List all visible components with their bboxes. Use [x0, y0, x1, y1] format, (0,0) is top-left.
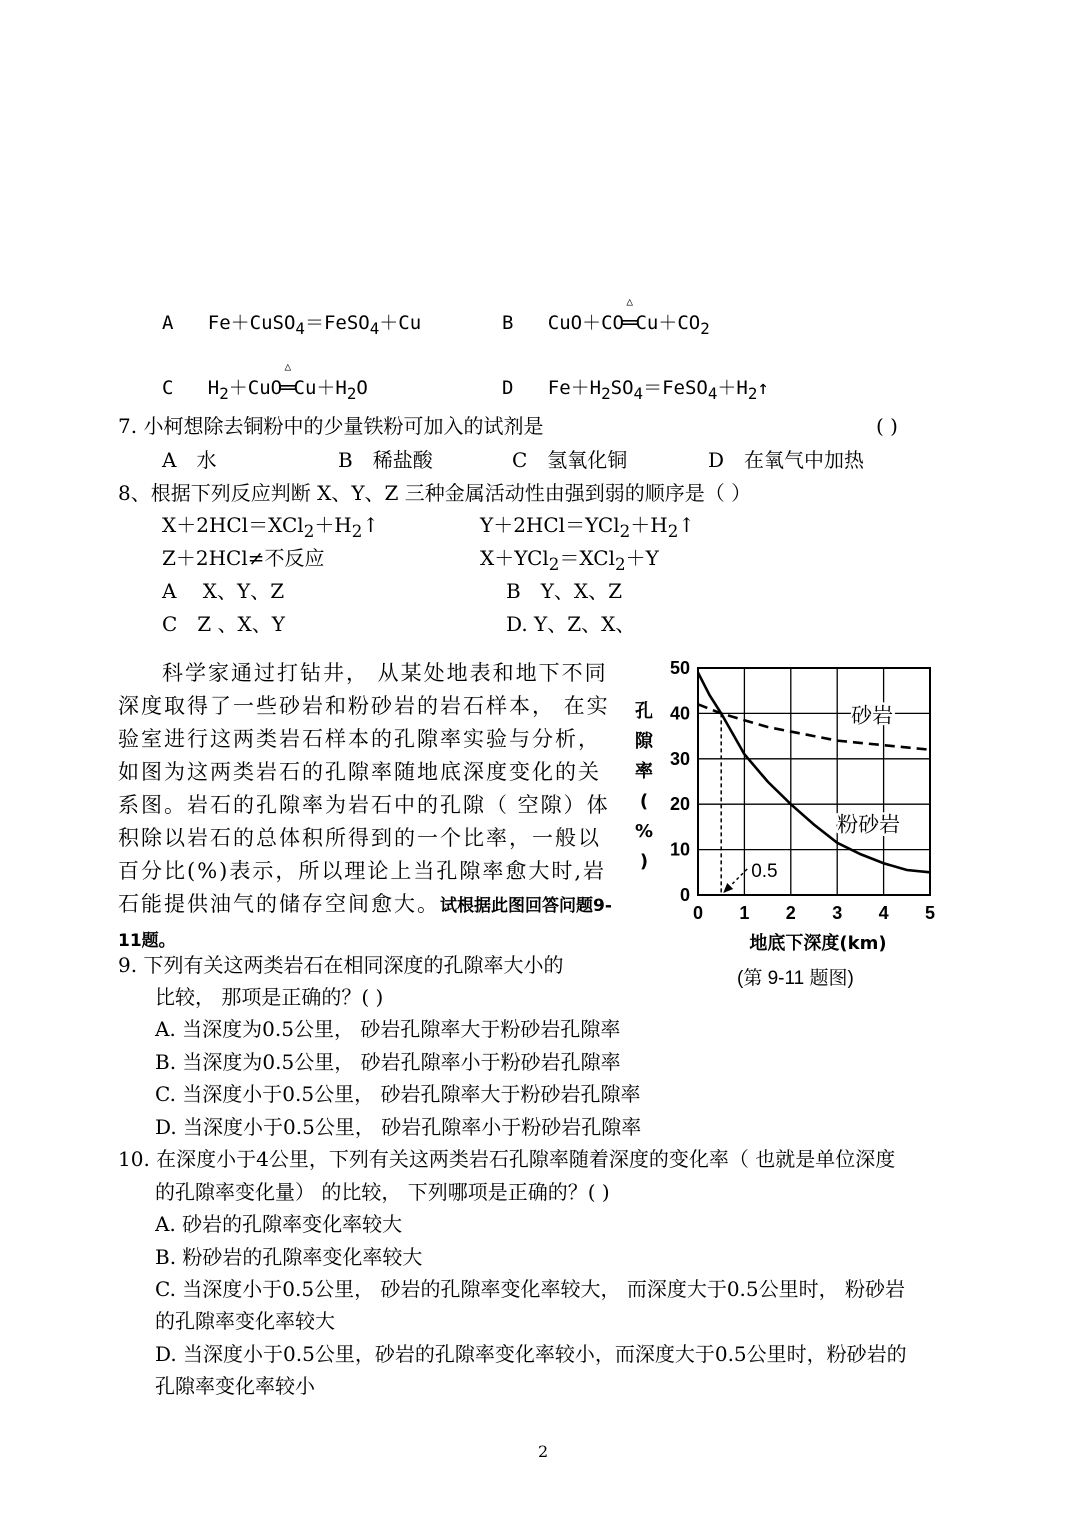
q10-option-b: B. 粉砂岩的孔隙率变化率较大: [155, 1245, 423, 1269]
q7-answer-paren: ( ): [876, 414, 898, 438]
series-line-sandstone: [698, 704, 930, 749]
y-tick-label: 20: [669, 794, 690, 815]
series-label-siltstone: 粉砂岩: [837, 812, 901, 837]
chart-series: [698, 673, 930, 895]
x-tick-label: 3: [832, 903, 843, 923]
q7-option-d: D 在氧气中加热: [708, 448, 865, 472]
q6-option-b: B CuO＋CO △ $═Cu+CO_2$: [502, 295, 710, 338]
y-axis-label: 孔隙率( % ): [634, 701, 654, 872]
x-tick-label: 4: [878, 903, 889, 923]
q9-option-b: B. 当深度为0.5公里， 砂岩孔隙率小于粉砂岩孔隙率: [155, 1050, 621, 1074]
q9-stem-line2: 比较， 那项是正确的？( ): [155, 985, 384, 1009]
heating-condition: △ ═: [621, 295, 638, 334]
passage-text: 科学家通过打钻井， 从某处地表和地下不同深度取得了一些砂岩和粉砂岩的岩石样本， 在实验室进行这两类岩石样本的孔隙率实验与分析， 如图为这两类岩石的孔隙率随地底深度变化的关系图。岩石的孔隙率为岩石中的孔隙（ 空隙）体积除以岩石的总体积所得到的一个比率，一般以百分比(%)表示，所以理论上当孔隙率愈大时,岩石能提供油气的储存空间愈大。: [118, 661, 610, 916]
porosity-depth-chart: [630, 655, 950, 960]
q7-option-c: C 氢氧化铜: [512, 448, 628, 472]
x-tick-label: 1: [739, 903, 750, 923]
passage: [118, 657, 618, 958]
q9-option-a: A. 当深度为0.5公里， 砂岩孔隙率大于粉砂岩孔隙率: [155, 1017, 621, 1041]
x-tick-label: 0: [692, 903, 704, 923]
q9-option-d: D. 当深度小于0.5公里， 砂岩孔隙率小于粉砂岩孔隙率: [155, 1115, 642, 1139]
q8-option-a: A X、Y、Z: [162, 579, 285, 603]
q10-stem-line2: 的孔隙率变化量） 的比较， 下列哪项是正确的？( ): [155, 1180, 610, 1204]
q6-option-d: D $Fe+H_2SO_4=FeSO_4+H_2↑$: [502, 377, 769, 403]
y-tick-label: 10: [669, 839, 690, 860]
q10-stem-line1: 10. 在深度小于4公里，下列有关这两类岩石孔隙率随着深度的变化率（ 也就是单位深度: [118, 1147, 896, 1171]
y-tick-label: 0: [679, 885, 690, 905]
page-number: 2: [538, 1442, 549, 1461]
chart-labels: [635, 700, 900, 954]
y-tick-label: 40: [669, 703, 690, 724]
q8-option-b: B Y、X、Z: [506, 579, 623, 603]
q10-option-c: C. 当深度小于0.5公里， 砂岩的孔隙率变化率较大， 而深度大于0.5公里时， 粉砂岩: [155, 1277, 905, 1301]
q7-option-a: A 水: [162, 448, 217, 472]
x-axis-label: 地底下深度(km): [749, 933, 887, 954]
q8-reaction-2: $Y+2HCl=YCl_2+H_2↑$: [480, 513, 696, 541]
q10-option-d: D. 当深度小于0.5公里，砂岩的孔隙率变化率较小，而深度大于0.5公里时，粉砂岩的: [155, 1342, 907, 1366]
series-line-siltstone: [698, 673, 930, 873]
series-label-sandstone: 砂岩: [851, 703, 894, 728]
plot-frame: [698, 668, 930, 895]
q10-option-a: A. 砂岩的孔隙率变化率较大: [155, 1212, 403, 1236]
q9-stem-line1: 9. 下列有关这两类岩石在相同深度的孔隙率大小的: [118, 953, 564, 977]
y-tick-label: 50: [669, 658, 690, 678]
q8-reaction-4: X＋YCl$_2$＝XCl$_2$＋Y: [480, 546, 659, 574]
q6-option-c: C $H_2+CuO$ △ $═Cu+H_2O$: [162, 360, 368, 403]
chart-axes: [698, 668, 930, 895]
y-tick-label: 30: [669, 748, 690, 769]
x-tick-label: 2: [785, 903, 796, 923]
q7-stem: 7. 小柯想除去铜粉中的少量铁粉可加入的试剂是: [118, 414, 544, 438]
q10-option-c-cont: 的孔隙率变化率较大: [155, 1309, 335, 1333]
chart-grid: [698, 668, 930, 895]
q7-option-b: B 稀盐酸: [338, 448, 433, 472]
passage-instruction: 试根据此图回答问题9-11题。: [118, 896, 612, 951]
q8-option-c: C Z 、X、Y: [162, 612, 285, 636]
heating-condition: △ ═: [279, 360, 296, 399]
annotation-arrow-head: [723, 883, 733, 893]
figure-caption: (第 9-11 题图): [737, 968, 854, 989]
q8-reaction-3: Z＋2HCl≠不反应: [162, 546, 325, 570]
x-tick-label: 5: [924, 903, 936, 923]
q8-reaction-1: $X+2HCl=XCl_2+H_2↑$: [162, 513, 380, 541]
q9-option-c: C. 当深度小于0.5公里， 砂岩孔隙率大于粉砂岩孔隙率: [155, 1082, 641, 1106]
q10-option-d-cont: 孔隙率变化率较小: [155, 1374, 315, 1398]
annotation-label: 0.5: [751, 861, 778, 882]
q8-option-d: D. Y、Z、X、: [506, 612, 636, 636]
q8-stem: 8、根据下列反应判断 X、Y、Z 三种金属活动性由强到弱的顺序是（ ）: [118, 481, 752, 505]
q6-option-a: A Fe＋CuSO$_4$＝FeSO$_4$＋Cu: [162, 312, 422, 338]
